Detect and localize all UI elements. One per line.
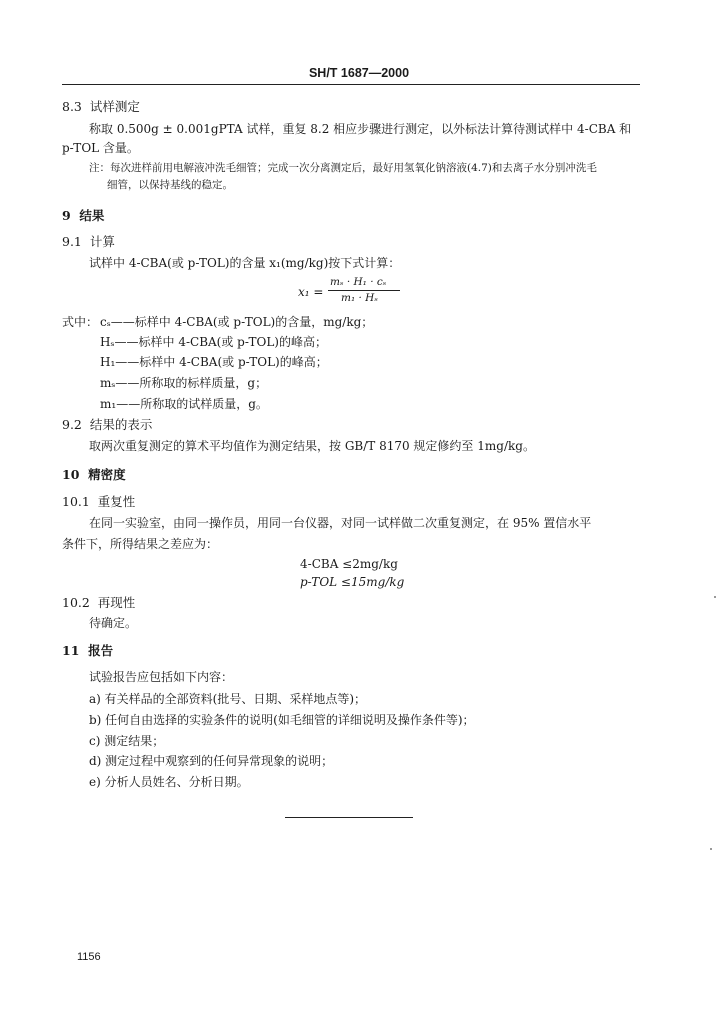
section-title: 再现性 — [97, 595, 136, 610]
paragraph-line: 条件下，所得结果之差应为： — [62, 537, 219, 551]
list-item: d) 测定过程中观察到的任何异常现象的说明； — [89, 754, 334, 768]
formula-denominator: m₁ · Hₛ — [341, 292, 378, 304]
end-rule — [285, 817, 413, 818]
variable-definition: cₛ——标样中 4-CBA(或 p-TOL)的含量，mg/kg； — [100, 315, 374, 329]
section-title: 报告 — [88, 643, 114, 658]
header-rule — [62, 84, 640, 85]
variable-definition: H₁——标样中 4-CBA(或 p-TOL)的峰高； — [100, 355, 328, 369]
paragraph-line: 待确定。 — [89, 616, 138, 630]
section-11-heading — [62, 641, 113, 659]
list-item: e) 分析人员姓名、分析日期。 — [89, 775, 249, 789]
section-title: 试样测定 — [89, 99, 140, 114]
formula-lhs: x₁ = — [298, 285, 324, 299]
scan-speck — [710, 848, 712, 850]
section-title: 重复性 — [97, 494, 136, 509]
section-10-heading — [62, 465, 126, 483]
section-title: 计算 — [89, 234, 115, 249]
paragraph-line: 在同一实验室，由同一操作员，用同一台仪器，对同一试样做二次重复测定，在 95% 置信水平 — [89, 516, 592, 530]
section-8-3-heading — [62, 97, 140, 115]
section-number: 10 — [62, 467, 80, 482]
section-9-2-heading — [62, 415, 152, 433]
variable-definition: Hₛ——标样中 4-CBA(或 p-TOL)的峰高； — [100, 335, 327, 349]
formula-numerator: mₛ · H₁ · cₛ — [330, 276, 387, 288]
scan-speck — [714, 596, 716, 598]
where-label: 式中： — [62, 315, 99, 329]
note-line: 注：每次进样前用电解液冲洗毛细管；完成一次分离测定后，最好用氢氧化钠溶液(4.7)和去离子水分别冲洗毛 — [89, 162, 597, 174]
section-9-heading — [62, 206, 104, 224]
page-number: 1156 — [77, 951, 101, 963]
section-number: 9.1 — [62, 234, 82, 249]
paragraph-line: 称取 0.500g ± 0.001gPTA 试样，重复 8.2 相应步骤进行测定，以外标法计算待测试样中 4-CBA 和 — [89, 122, 632, 136]
formula-intro: 试样中 4-CBA(或 p-TOL)的含量 x₁(mg/kg)按下式计算： — [89, 256, 401, 270]
section-title: 精密度 — [88, 467, 126, 482]
standard-header: SH/T 1687—2000 — [308, 66, 410, 80]
section-9-1-heading — [62, 232, 115, 250]
section-title: 结果的表示 — [89, 417, 153, 432]
section-number: 10.1 — [62, 494, 90, 509]
section-title: 结果 — [79, 208, 105, 223]
variable-definition: m₁——所称取的试样质量，g。 — [100, 397, 268, 411]
section-number: 9 — [62, 208, 71, 223]
section-10-2-heading — [62, 593, 135, 611]
section-number: 11 — [62, 643, 80, 658]
variable-definition: mₛ——所称取的标样质量，g； — [100, 376, 268, 390]
note-line: 细管，以保持基线的稳定。 — [107, 179, 233, 191]
section-number: 10.2 — [62, 595, 90, 610]
list-item: c) 测定结果； — [89, 734, 165, 748]
paragraph-line: 取两次重复测定的算术平均值作为测定结果，按 GB/T 8170 规定修约至 1mg/kg。 — [89, 439, 535, 453]
limit-line: p-TOL ≤15mg/kg — [300, 575, 405, 589]
paragraph-line: p-TOL 含量。 — [62, 141, 139, 155]
limit-line: 4-CBA ≤2mg/kg — [300, 557, 398, 571]
fraction-bar — [328, 290, 400, 291]
section-number: 8.3 — [62, 99, 82, 114]
list-item: b) 任何自由选择的实验条件的说明(如毛细管的详细说明及操作条件等)； — [89, 713, 475, 727]
section-10-1-heading — [62, 492, 135, 510]
list-item: a) 有关样品的全部资料(批号、日期、采样地点等)； — [89, 692, 367, 706]
paragraph-line: 试验报告应包括如下内容： — [89, 670, 234, 684]
section-number: 9.2 — [62, 417, 82, 432]
